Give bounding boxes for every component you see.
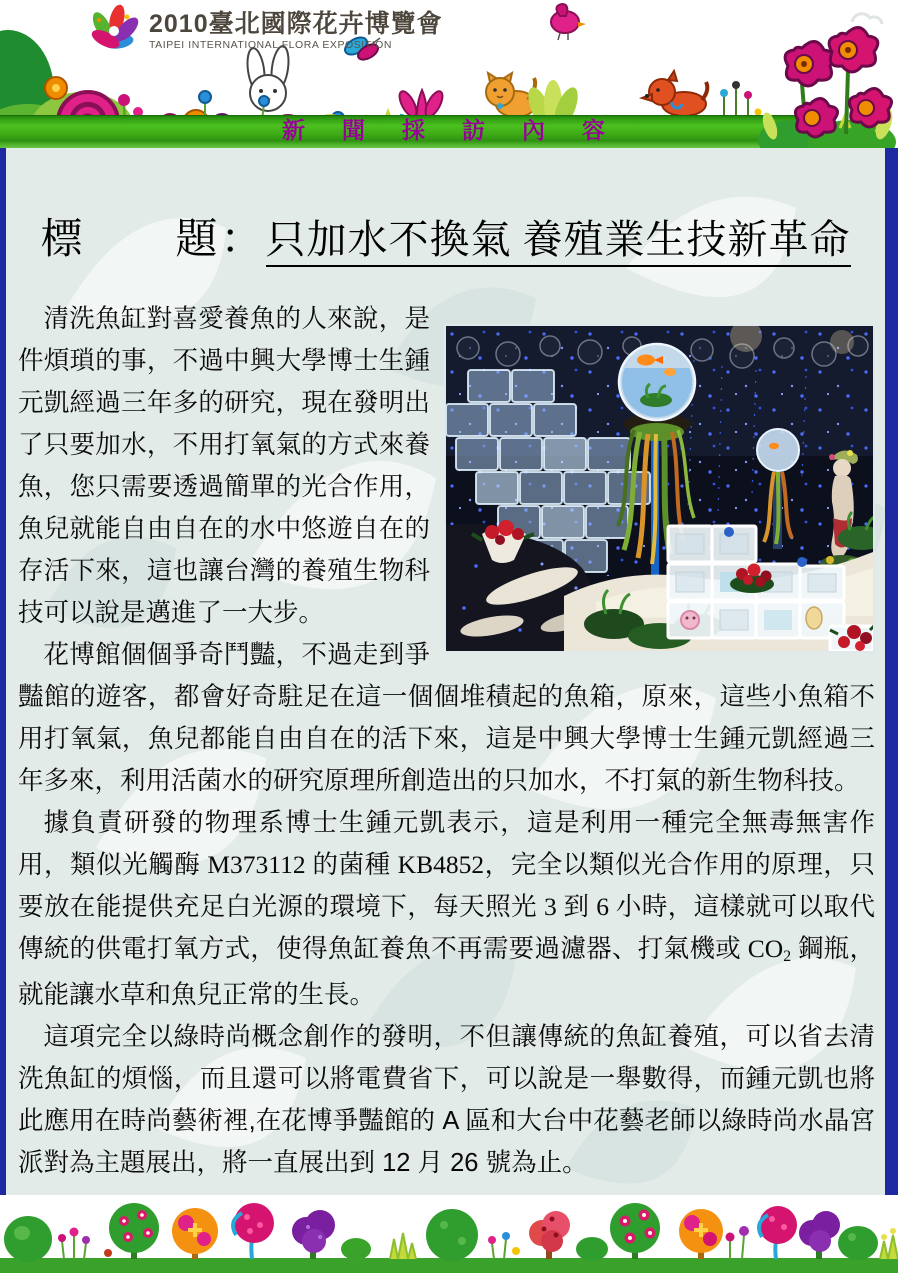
- news-banner: [0, 115, 808, 148]
- tree-icon: [233, 1203, 274, 1259]
- tree-icon: [109, 1203, 159, 1259]
- tree-icon: [610, 1203, 660, 1259]
- flower-icon: [488, 1232, 520, 1259]
- article-title-text: 只加水不換氣 養殖業生技新革命: [266, 217, 851, 267]
- paragraph: [18, 634, 875, 802]
- article-title-label: 標 題：: [40, 217, 266, 263]
- flower-icon: [726, 1226, 750, 1259]
- bird-icon: [551, 4, 586, 40]
- text-segment: 清洗魚缸對喜愛養魚的人來說，是件煩瑣的事，不過中興大學博士生鍾元凱經過三年多的研究，現在發明出了只要加水，不用打氧氣的方式來養魚，您只需要透過簡單的光合作用，魚兒就能自由自在的水中悠遊自在的存活下來，這也讓台灣的養殖生物科技可以說是邁進了一大步。: [18, 305, 430, 627]
- text-segment: 鋼瓶，就能: [18, 934, 875, 1009]
- text-segment: 花博館個個爭奇鬥豔，不過走到爭豔館的遊客，都會好奇駐足在這一個個堆積起的魚箱，原來，這些小魚箱不用打氧氣，魚兒都能自由自在的活下來，這是中興大學博士生鍾元凱經過三年多來，利用活菌水的研究原理所創造出的只加水，不打氣的新生物科技。: [18, 641, 875, 795]
- bush-icon: [880, 1228, 898, 1259]
- flower-icon: [58, 1228, 112, 1260]
- content-area: [0, 148, 898, 1195]
- cloud-icon: [852, 14, 882, 24]
- aquarium-exhibit-image: [446, 326, 873, 651]
- bush-icon: [838, 1226, 878, 1260]
- flower-icon: [45, 77, 67, 99]
- tree-icon: [799, 1211, 840, 1259]
- article-title: [6, 206, 885, 266]
- text-segment: 2: [783, 948, 792, 966]
- article-body: [18, 298, 875, 1184]
- tree-icon: [172, 1208, 218, 1259]
- header: [0, 0, 898, 148]
- expo-logo: [88, 3, 443, 57]
- bush-icon: [390, 1233, 416, 1259]
- text-segment: 讓水草和魚兒正常的生長。: [69, 981, 376, 1009]
- bush-icon: [426, 1209, 478, 1261]
- footer: [0, 1195, 898, 1273]
- paragraph: [18, 1016, 875, 1184]
- tree-icon: [759, 1206, 797, 1259]
- tree-icon: [292, 1210, 335, 1259]
- text-segment: 這項完全以綠時尚概念創作的發明，不但讓傳統的魚缸養殖，可以省去清洗魚缸的煩惱，而且還可以將電費省下，可以說是一舉數得，而鍾元凱也將此應用在時尚藝術裡,在花博爭豔館的 A 區和大台中花藝老師以綠時尚水晶宮派對為主題展出，將一直展出到 12 月 26 號為止。: [18, 1023, 875, 1177]
- exhibit-photo: [444, 324, 875, 653]
- flora-expo-logo-icon: [88, 3, 140, 57]
- tree-icon: [679, 1209, 723, 1259]
- tree-icon: [529, 1211, 570, 1259]
- logo-title-zh: 2010臺北國際花卉博覽會: [149, 9, 443, 38]
- text-segment: 完全無毒無害作用，類似光觸酶 M373112 的菌種 KB4852，完全以類似光合作用的原理，只要放在能提供充足白光源的環境下，每天照光 3 到 6 小時，這樣就可以取代傳統的供電打氧方式，使得魚缸養魚不再需要過濾器、打氣機或 CO: [18, 808, 875, 963]
- bush-icon: [4, 1216, 52, 1262]
- paragraph: [18, 802, 875, 1016]
- logo-title-en: TAIPEI INTERNATIONAL FLORA EXPOSITION: [149, 38, 393, 51]
- text-segment: 據負責研發的物理系博士生鍾元凱表示，這是利用一種: [43, 809, 689, 837]
- bush-icon: [576, 1237, 608, 1261]
- news-banner-text: 新 聞 採 訪 內 容: [282, 117, 612, 143]
- bush-icon: [341, 1238, 371, 1260]
- footer-decoration: [0, 1195, 898, 1273]
